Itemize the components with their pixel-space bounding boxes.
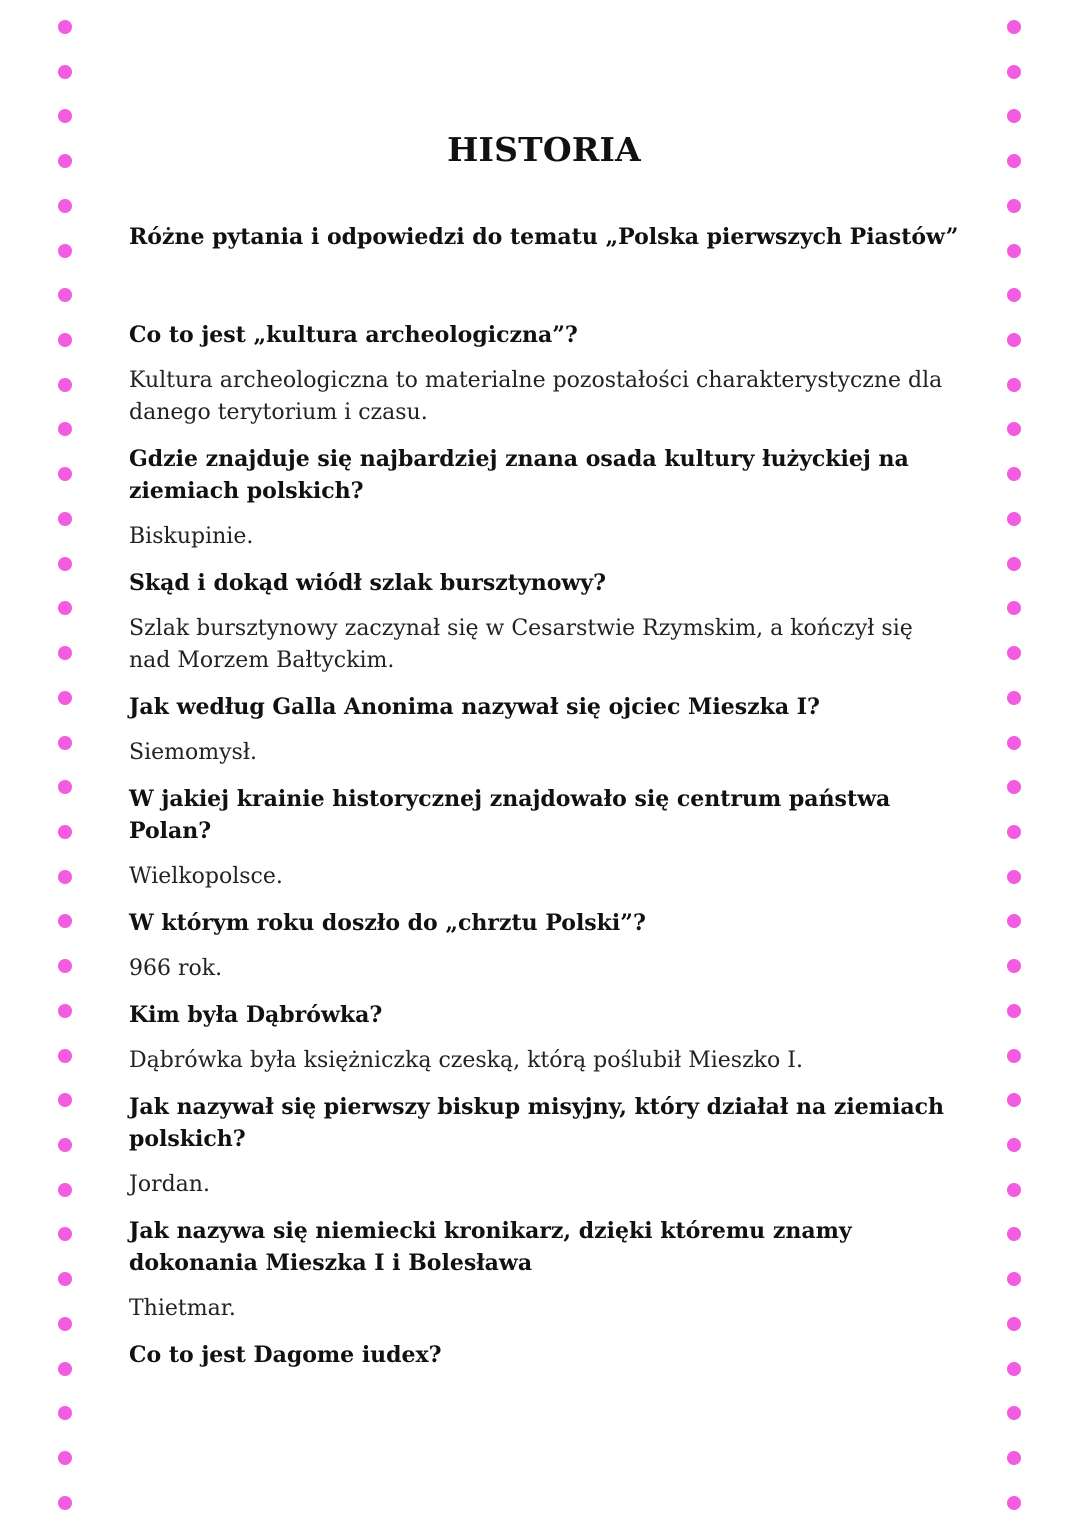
question: Jak nazywał się pierwszy biskup misyjny, który działał na ziemiach polskich?	[129, 1094, 945, 1152]
border-dot	[58, 20, 72, 34]
border-dot	[1007, 1406, 1021, 1420]
page-subtitle: Różne pytania i odpowiedzi do tematu „Polska pierwszych Piastów”	[129, 224, 959, 250]
border-dot	[1007, 1138, 1021, 1152]
border-dot	[1007, 1317, 1021, 1331]
border-dot	[1007, 467, 1021, 481]
border-dot	[1007, 557, 1021, 571]
answer: Jordan.	[129, 1172, 210, 1197]
question: Co to jest „kultura archeologiczna”?	[129, 322, 578, 348]
border-dot	[58, 512, 72, 526]
border-dot	[1007, 1049, 1021, 1063]
border-dot	[1007, 1272, 1021, 1286]
question: Kim była Dąbrówka?	[129, 1002, 383, 1028]
border-dot	[1007, 825, 1021, 839]
border-dot	[58, 780, 72, 794]
border-dot	[1007, 109, 1021, 123]
border-dot	[1007, 20, 1021, 34]
question: Jak nazywa się niemiecki kronikarz, dzięki któremu znamy dokonania Mieszka I i Bolesława	[129, 1218, 852, 1276]
border-dot	[58, 1093, 72, 1107]
border-dot	[1007, 780, 1021, 794]
answer: Siemomysł.	[129, 740, 257, 765]
border-dot	[58, 1004, 72, 1018]
border-dot	[58, 959, 72, 973]
border-dot	[58, 1362, 72, 1376]
border-dot	[58, 691, 72, 705]
left-dot-border	[58, 20, 72, 1510]
border-dot	[58, 154, 72, 168]
border-dot	[58, 1451, 72, 1465]
page-title: HISTORIA	[447, 130, 641, 169]
border-dot	[58, 870, 72, 884]
border-dot	[1007, 65, 1021, 79]
question: Gdzie znajduje się najbardziej znana osada kultury łużyckiej na ziemiach polskich?	[129, 446, 909, 504]
border-dot	[1007, 333, 1021, 347]
question: W jakiej krainie historycznej znajdowało się centrum państwa Polan?	[129, 786, 891, 844]
border-dot	[58, 557, 72, 571]
border-dot	[58, 378, 72, 392]
question: Co to jest Dagome iudex?	[129, 1342, 442, 1368]
border-dot	[58, 1049, 72, 1063]
answer: Wielkopolsce.	[129, 864, 283, 889]
border-dot	[1007, 959, 1021, 973]
border-dot	[58, 1317, 72, 1331]
question: Skąd i dokąd wiódł szlak bursztynowy?	[129, 570, 606, 596]
border-dot	[1007, 736, 1021, 750]
answer: Szlak bursztynowy zaczynał się w Cesarstwie Rzymskim, a kończył się nad Morzem Bałtyckim.	[129, 616, 913, 673]
border-dot	[1007, 244, 1021, 258]
border-dot	[58, 646, 72, 660]
question: Jak według Galla Anonima nazywał się ojciec Mieszka I?	[129, 694, 820, 720]
border-dot	[1007, 646, 1021, 660]
qa-list	[129, 319, 959, 1371]
border-dot	[1007, 512, 1021, 526]
border-dot	[58, 288, 72, 302]
border-dot	[1007, 870, 1021, 884]
border-dot	[58, 199, 72, 213]
border-dot	[1007, 1183, 1021, 1197]
border-dot	[1007, 1093, 1021, 1107]
border-dot	[58, 244, 72, 258]
answer: Thietmar.	[129, 1296, 236, 1321]
border-dot	[58, 1496, 72, 1510]
answer: Dąbrówka była księżniczką czeską, którą poślubił Mieszko I.	[129, 1048, 803, 1073]
border-dot	[1007, 288, 1021, 302]
border-dot	[1007, 1451, 1021, 1465]
border-dot	[58, 914, 72, 928]
border-dot	[58, 333, 72, 347]
border-dot	[1007, 378, 1021, 392]
border-dot	[1007, 154, 1021, 168]
border-dot	[1007, 199, 1021, 213]
border-dot	[58, 1227, 72, 1241]
border-dot	[58, 736, 72, 750]
border-dot	[58, 825, 72, 839]
border-dot	[58, 467, 72, 481]
border-dot	[1007, 601, 1021, 615]
border-dot	[1007, 1227, 1021, 1241]
answer: Kultura archeologiczna to materialne pozostałości charakterystyczne dla danego terytorium i czasu.	[129, 368, 943, 425]
right-dot-border	[1007, 20, 1021, 1510]
border-dot	[1007, 422, 1021, 436]
document-content	[129, 130, 959, 1385]
border-dot	[58, 1272, 72, 1286]
border-dot	[1007, 1496, 1021, 1510]
border-dot	[58, 65, 72, 79]
answer: Biskupinie.	[129, 524, 254, 549]
border-dot	[58, 1138, 72, 1152]
border-dot	[1007, 1362, 1021, 1376]
answer: 966 rok.	[129, 956, 223, 981]
border-dot	[58, 1406, 72, 1420]
border-dot	[58, 109, 72, 123]
border-dot	[1007, 1004, 1021, 1018]
border-dot	[1007, 691, 1021, 705]
question: W którym roku doszło do „chrztu Polski”?	[129, 910, 646, 936]
border-dot	[1007, 914, 1021, 928]
border-dot	[58, 422, 72, 436]
border-dot	[58, 601, 72, 615]
border-dot	[58, 1183, 72, 1197]
